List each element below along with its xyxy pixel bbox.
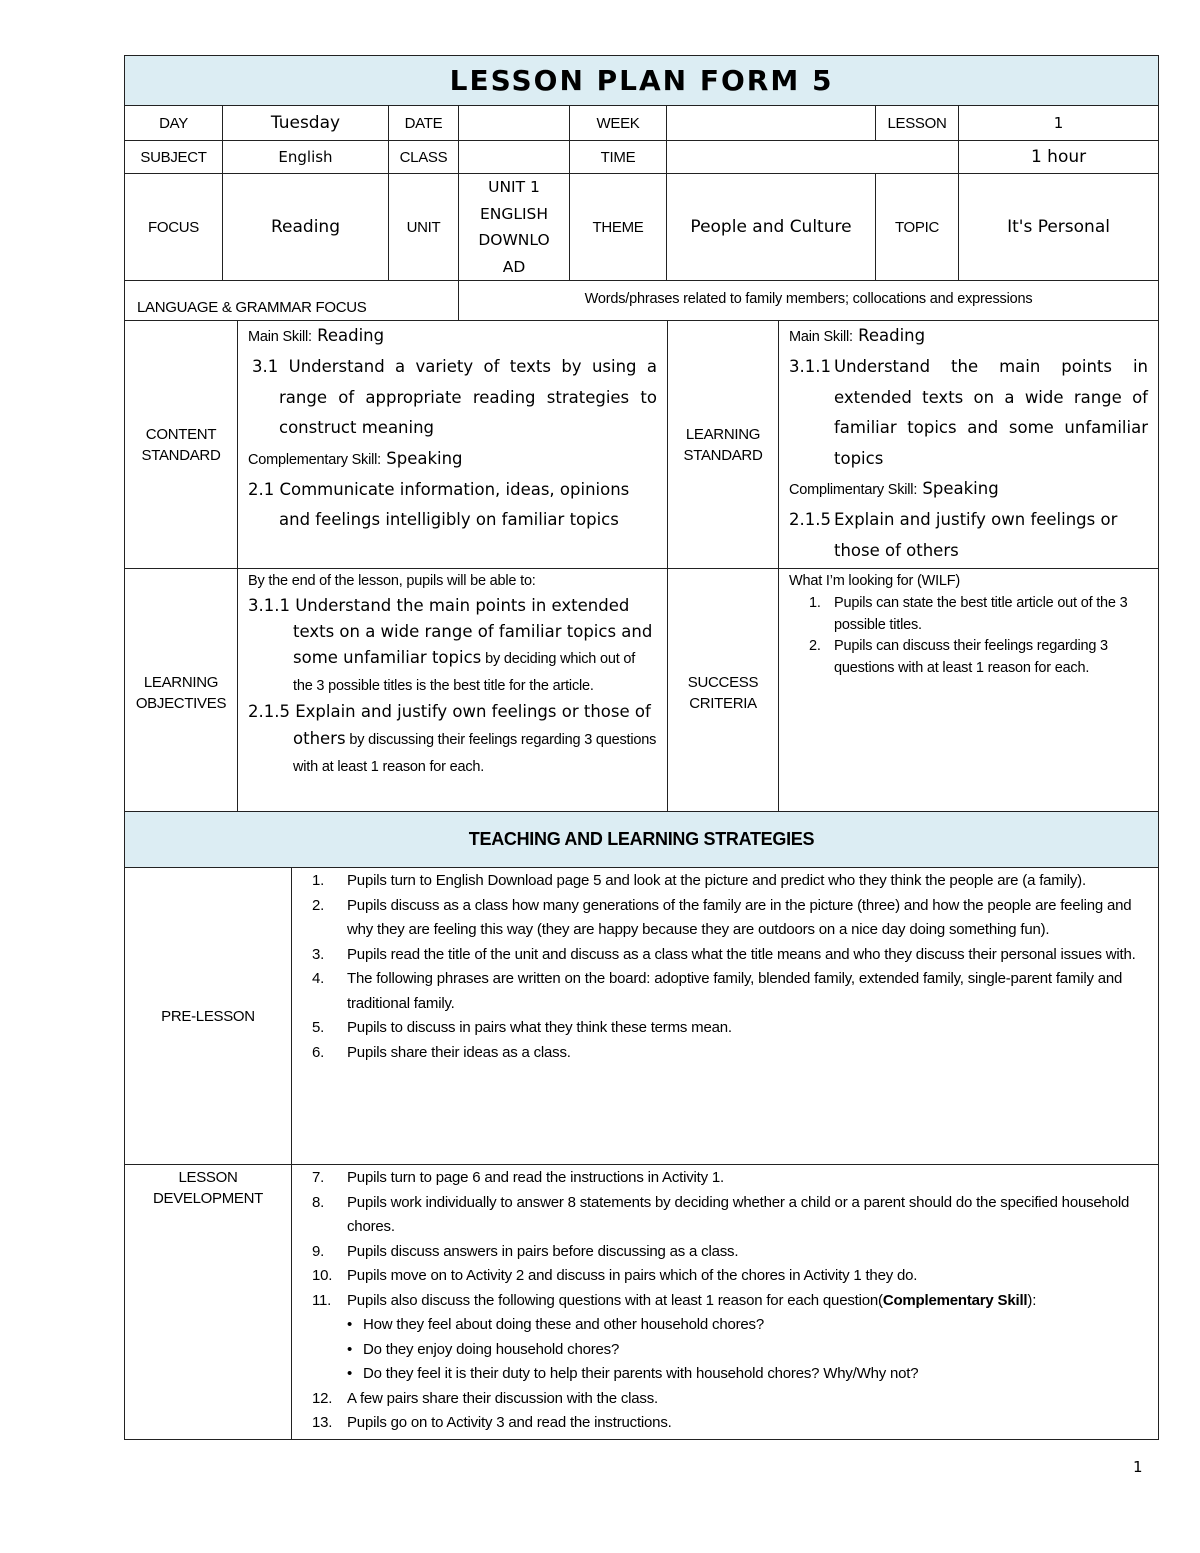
unit-line: UNIT 1: [488, 178, 540, 196]
comp-skill-value: Speaking: [381, 448, 463, 468]
bullet-icon: •: [347, 1340, 353, 1358]
list-item: [292, 1191, 1150, 1240]
topic-value: It's Personal: [959, 174, 1159, 281]
item-number: 2.: [312, 896, 325, 914]
unit-line: DOWNLO: [478, 231, 550, 249]
ls-comp-text: Explain and justify own feelings or those of others: [834, 510, 1118, 560]
pre-lesson-list: [292, 869, 1150, 1065]
duration-value: 1 hour: [959, 141, 1159, 174]
subject-label: SUBJECT: [125, 141, 223, 174]
item-number: 12.: [312, 1389, 333, 1407]
objective-2: [248, 699, 657, 781]
unit-value: [459, 174, 570, 281]
bullet-text: How they feel about doing these and other household chores?: [363, 1316, 764, 1333]
time-value: [667, 141, 959, 174]
item-text: Pupils to discuss in pairs what they think these terms mean.: [347, 1019, 732, 1036]
label-line: CRITERIA: [689, 694, 757, 712]
item-text: Pupils move on to Activity 2 and discuss in pairs which of the chores in Activity 1 they do.: [347, 1267, 918, 1284]
label-line: LEARNING: [685, 425, 761, 443]
list-item: [292, 943, 1150, 968]
list-item: [789, 636, 1148, 679]
item-number: 11.: [312, 1291, 332, 1309]
item-text: Pupils discuss as a class how many generations of the family are in the picture (three) and how the people are feeling and why they are feeling this way (they are happy because they are outdoors on a nice day doing something fun).: [347, 896, 1132, 938]
list-item: [292, 1289, 1150, 1314]
date-value: [459, 106, 570, 141]
lesson-development-label: [125, 1165, 292, 1440]
page-number: 1: [1133, 1458, 1143, 1476]
learning-standard-cell: [779, 321, 1159, 569]
theme-value: People and Culture: [667, 174, 876, 281]
list-item: [292, 1166, 1150, 1191]
item-number: 1.: [312, 872, 325, 889]
list-item: [292, 1016, 1150, 1041]
list-item: [292, 1411, 1150, 1436]
list-item: [292, 869, 1150, 894]
week-value: [667, 106, 876, 141]
lesson-label: LESSON: [876, 106, 959, 141]
list-item: [292, 967, 1150, 1016]
ls-main-skill-value: Reading: [852, 326, 926, 345]
success-criteria-label: [668, 569, 779, 817]
day-label: DAY: [125, 106, 223, 141]
item-number: 1.: [809, 595, 821, 611]
item-number: 8.: [312, 1193, 325, 1211]
ls-comp-skill-value: Speaking: [917, 479, 999, 498]
ls-main-text: Understand the main points in extended texts on a wide range of familiar topics and some unfamiliar topics: [834, 357, 1148, 468]
title-cell: [125, 56, 1159, 106]
list-item: [292, 1041, 1150, 1066]
ls-main-num: 3.1.1: [789, 357, 831, 376]
standards-table: [124, 320, 1159, 817]
class-label: CLASS: [389, 141, 459, 174]
label-line: STANDARD: [141, 446, 221, 464]
grammar-label: LANGUAGE & GRAMMAR FOCUS: [125, 281, 459, 321]
day-value: Tuesday: [223, 106, 389, 141]
lesson-development-list: [292, 1166, 1150, 1313]
item-text: Pupils discuss answers in pairs before discussing as a class.: [347, 1242, 739, 1260]
pre-lesson-label: PRE-LESSON: [125, 868, 292, 1165]
list-item: [292, 1264, 1150, 1289]
label-line: DEVELOPMENT: [152, 1190, 264, 1207]
unit-label: UNIT: [389, 174, 459, 281]
ls-comp-num: 2.1.5: [789, 510, 831, 529]
item-number: 13.: [312, 1414, 333, 1431]
item-11-text: Pupils also discuss the following questions with at least 1 reason for each question(: [347, 1291, 883, 1309]
objective-1-main: 3.1.1 Understand the main points in extended texts on a wide range of familiar topics and some unfamiliar topics: [248, 596, 653, 667]
bullet-text: Do they enjoy doing household chores?: [363, 1340, 620, 1358]
objectives-label: [125, 569, 238, 817]
item-text: Pupils can state the best title article out of the 3 possible titles.: [834, 595, 1128, 633]
item-number: 4.: [312, 970, 325, 987]
strategies-table: [124, 811, 1159, 1440]
subject-value: English: [223, 141, 389, 174]
label-line: SUCCESS: [687, 673, 759, 691]
content-standard-comp: 2.1 Communicate information, ideas, opinions and feelings intelligibly on familiar topics: [248, 479, 630, 529]
bullet-text: Do they feel it is their duty to help their parents with household chores? Why/Why not?: [363, 1365, 919, 1382]
objective-1-tail: by deciding which out of the 3 possible titles is the best title for the article.: [293, 651, 636, 694]
item-text: A few pairs share their discussion with the class.: [347, 1389, 658, 1407]
ls-main-skill-label: Main Skill:: [789, 329, 853, 345]
item-text: Pupils turn to page 6 and read the instructions in Activity 1.: [347, 1169, 724, 1186]
theme-label: THEME: [570, 174, 667, 281]
item-text: Pupils can discuss their feelings regarding 3 questions with at least 1 reason for each.: [834, 638, 1108, 676]
objectives-intro: By the end of the lesson, pupils will be able to:: [248, 573, 536, 589]
ls-main-item: [789, 352, 1148, 474]
item-11-bold: Complementary Skill: [882, 1291, 1028, 1309]
bullet-item: [292, 1362, 1150, 1387]
bullet-icon: •: [347, 1316, 353, 1333]
content-standard-main: 3.1 Understand a variety of texts by using a range of appropriate reading strategies to construct meaning: [252, 357, 657, 437]
ls-comp-skill-label: Complimentary Skill:: [789, 482, 918, 498]
wilf-list: [789, 593, 1148, 679]
item-text: Pupils share their ideas as a class.: [347, 1043, 571, 1061]
objective-2-main: 2.1.5 Explain and justify own feelings or those of others: [248, 702, 651, 748]
week-label: WEEK: [570, 106, 667, 141]
content-standard-label: [125, 321, 238, 569]
unit-line: AD: [502, 257, 526, 276]
item-number: 2.: [809, 638, 821, 654]
bullet-icon: •: [347, 1365, 353, 1382]
list-item: [292, 1387, 1150, 1412]
item-number: 10.: [312, 1267, 333, 1284]
objective-2-tail: by discussing their feelings regarding 3 questions with at least 1 reason for each.: [293, 731, 657, 775]
class-value: [459, 141, 570, 174]
date-label: DATE: [389, 106, 459, 141]
item-number: 6.: [312, 1043, 325, 1061]
label-line: CONTENT: [145, 425, 217, 443]
list-item: [789, 593, 1148, 636]
main-skill-value: Reading: [311, 326, 385, 345]
lesson-plan-header-table: [124, 55, 1159, 321]
item-text: Pupils turn to English Download page 5 and look at the picture and predict who they think the people are (a family).: [347, 872, 1086, 889]
item-number: 9.: [312, 1242, 325, 1260]
item-text: Pupils work individually to answer 8 statements by deciding whether a child or a parent should do the specified household chores.: [347, 1193, 1130, 1235]
ls-comp-item: [789, 505, 1148, 566]
lesson-value: 1: [959, 106, 1159, 141]
item-text: Pupils go on to Activity 3 and read the instructions.: [347, 1414, 672, 1431]
learning-standard-label: [668, 321, 779, 569]
unit-line: ENGLISH: [479, 204, 549, 223]
item-number: 7.: [312, 1169, 325, 1186]
bullet-item: [292, 1313, 1150, 1338]
page-title: LESSON PLAN FORM 5: [449, 64, 834, 97]
main-skill-label: Main Skill:: [248, 329, 312, 345]
lesson-development-list-cont: [292, 1387, 1150, 1436]
item-text: [347, 1289, 1150, 1314]
strategies-heading: TEACHING AND LEARNING STRATEGIES: [125, 812, 1159, 868]
bullet-item: [292, 1338, 1150, 1363]
grammar-value: Words/phrases related to family members; collocations and expressions: [459, 281, 1159, 321]
list-item: [292, 1240, 1150, 1265]
topic-label: TOPIC: [876, 174, 959, 281]
time-label: TIME: [570, 141, 667, 174]
label-line: LESSON: [178, 1169, 238, 1186]
item-number: 3.: [312, 945, 325, 963]
item-text: Pupils read the title of the unit and discuss as a class what the title means and who they discuss their personal issues with.: [347, 945, 1136, 963]
label-line: STANDARD: [683, 446, 763, 464]
wilf-heading: What I’m looking for (WILF): [789, 573, 961, 589]
objectives-cell: [238, 569, 668, 817]
label-line: OBJECTIVES: [135, 694, 227, 712]
comp-skill-label: Complementary Skill:: [248, 451, 381, 468]
item-11-end: ):: [1027, 1291, 1037, 1309]
item-text: The following phrases are written on the board: adoptive family, blended family, extended family, single-parent family and traditional family.: [347, 970, 1123, 1012]
list-item: [292, 894, 1150, 943]
objective-1: [248, 593, 657, 699]
pre-lesson-cell: [292, 868, 1159, 1165]
content-standard-cell: [238, 321, 668, 569]
label-line: LEARNING: [143, 673, 219, 691]
focus-label: FOCUS: [125, 174, 223, 281]
lesson-development-cell: [292, 1165, 1159, 1440]
focus-value: Reading: [223, 174, 389, 281]
success-criteria-cell: [779, 569, 1159, 817]
item-number: 5.: [312, 1019, 325, 1036]
